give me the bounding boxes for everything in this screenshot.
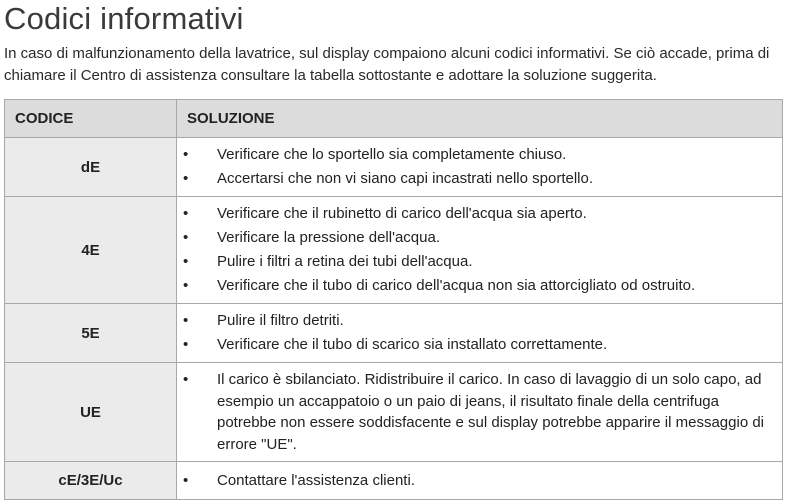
solution-item: • Verificare che il rubinetto di carico dell'acqua sia aperto.	[177, 202, 772, 226]
table-row	[5, 462, 783, 500]
solution-list	[177, 369, 772, 455]
header-solution: SOLUZIONE	[177, 100, 783, 138]
code-cell: 5E	[5, 304, 177, 363]
solution-item: • Pulire il filtro detriti.	[177, 309, 772, 333]
page-title: Codici informativi	[4, 1, 244, 36]
solution-list	[177, 309, 772, 357]
solution-list	[177, 469, 772, 493]
table-row	[5, 304, 783, 363]
header-code: CODICE	[5, 100, 177, 138]
solution-cell	[177, 138, 783, 197]
table-row	[5, 138, 783, 197]
solution-item: • Pulire i filtri a retina dei tubi dell'acqua.	[177, 250, 772, 274]
code-cell: UE	[5, 363, 177, 462]
solution-cell	[177, 363, 783, 462]
solution-cell	[177, 304, 783, 363]
code-cell: dE	[5, 138, 177, 197]
intro-paragraph: In caso di malfunzionamento della lavatrice, sul display compaiono alcuni codici informativi. Se ciò accade, prima di chiamare il Centro di assistenza consultare la tabella sottostante e adottare la soluzione suggerita.	[4, 45, 770, 84]
solution-list	[177, 202, 772, 298]
table-row	[5, 363, 783, 462]
solution-item: • Accertarsi che non vi siano capi incastrati nello sportello.	[177, 167, 772, 191]
solution-list	[177, 143, 772, 191]
table-row	[5, 197, 783, 304]
solution-cell	[177, 462, 783, 500]
solution-item: • Verificare che il tubo di carico dell'acqua non sia attorcigliato od ostruito.	[177, 274, 772, 298]
solution-item: • Contattare l'assistenza clienti.	[177, 469, 772, 493]
info-codes-table	[4, 99, 783, 500]
table-header-row	[5, 100, 783, 138]
code-cell: 4E	[5, 197, 177, 304]
solution-item: • Verificare che lo sportello sia completamente chiuso.	[177, 143, 772, 167]
solution-item: • Verificare la pressione dell'acqua.	[177, 226, 772, 250]
code-cell: cE/3E/Uc	[5, 462, 177, 500]
solution-item: • Verificare che il tubo di scarico sia installato correttamente.	[177, 333, 772, 357]
solution-item: • Il carico è sbilanciato. Ridistribuire il carico. In caso di lavaggio di un solo capo, ad esempio un accappatoio o un paio di jeans, il risultato finale della centrifuga potrebbe non essere soddisfacente e sul display potrebbe apparire il messaggio di errore "UE".	[177, 369, 772, 455]
solution-cell	[177, 197, 783, 304]
